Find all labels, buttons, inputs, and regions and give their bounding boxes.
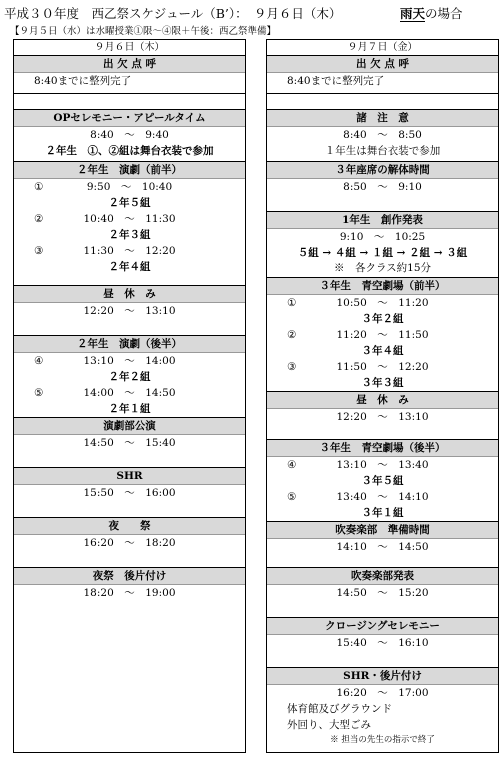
class-name: ２年４組 — [108, 261, 151, 273]
class-name: ２年５組 — [108, 197, 151, 209]
cleanup-location: 体育館及びグラウンド — [287, 703, 392, 715]
section-brass-band-performance — [267, 568, 498, 618]
time-range: 11:50 ～ 12:20 — [336, 361, 429, 373]
section-op-ceremony — [14, 110, 245, 162]
class-name: ２年１組 — [108, 403, 151, 415]
section-title: 演劇部公演 — [14, 418, 245, 435]
time-range: 8:50 ～ 9:10 — [343, 181, 422, 193]
preparation-note: 【９月５日（水）は水曜授業①限～④限＋午後：西乙祭準備】 — [10, 26, 277, 37]
section-text: ２年生 ①、②組は舞台衣装で参加 — [45, 145, 214, 157]
slot-number: ③ — [287, 361, 297, 373]
time-range: 15:40 ～ 16:10 — [336, 637, 429, 649]
section-brass-band-prep — [267, 522, 498, 568]
schedule-column-sep6 — [13, 39, 246, 753]
time-range: 12:20 ～ 13:10 — [336, 411, 429, 423]
section-seat-removal — [267, 162, 498, 212]
rain-emphasis: 雨天 — [400, 6, 426, 21]
class-name: ３年４組 — [361, 345, 404, 357]
section-title: 出 欠 点 呼 — [267, 56, 498, 73]
class-name: ３年５組 — [361, 475, 404, 487]
section-title: 吹奏楽部 準備時間 — [267, 522, 498, 539]
slot-number: ① — [34, 181, 44, 193]
section-title: ３年生 青空劇場（前半） — [267, 278, 498, 295]
class-order: ５組 → ４組 → １組 → ２組 → ３組 — [297, 247, 468, 259]
section-closing-ceremony — [267, 618, 498, 668]
section-title: 昼 休 み — [14, 286, 245, 303]
title-text: 平成３０年度 西乙祭スケジュール（B’）： ９月６日（木） — [4, 6, 342, 21]
class-name: ３年２組 — [361, 313, 404, 325]
class-name: ２年３組 — [108, 229, 151, 241]
rain-label — [400, 4, 463, 22]
class-name: ２年２組 — [108, 371, 151, 383]
time-range: 10:40 ～ 11:30 — [83, 213, 176, 225]
spacer — [267, 94, 498, 110]
time-range: 8:40 ～ 9:40 — [90, 129, 169, 141]
slot-number: ① — [287, 297, 297, 309]
time-range: 11:20 ～ 11:50 — [336, 329, 429, 341]
slot-number: ④ — [34, 355, 44, 367]
section-title: SHR — [14, 468, 245, 485]
time-range: 13:10 ～ 13:40 — [336, 459, 429, 471]
slot-number: ② — [34, 213, 44, 225]
time-range: 14:50 ～ 15:40 — [83, 437, 176, 449]
rain-suffix: の場合 — [425, 6, 463, 21]
time-range: 14:10 ～ 14:50 — [336, 541, 429, 553]
column-date: ９月６日（木） — [14, 40, 245, 56]
page-title — [4, 4, 496, 22]
section-sky-theater-first-half — [267, 278, 498, 392]
section-title: 1年生 創作発表 — [267, 212, 498, 229]
section-title: 夜 祭 — [14, 518, 245, 535]
time-range: 13:10 ～ 14:00 — [83, 355, 176, 367]
section-title: 吹奏楽部発表 — [267, 568, 498, 585]
section-lunch — [14, 286, 245, 336]
spacer — [14, 94, 245, 110]
time-range: 8:40 ～ 8:50 — [343, 129, 422, 141]
time-range: 12:20 ～ 13:10 — [83, 305, 176, 317]
time-range: 14:00 ～ 14:50 — [83, 387, 176, 399]
section-title: OPセレモニー・アピールタイム — [14, 110, 245, 127]
slot-number: ⑤ — [287, 491, 297, 503]
section-shr-cleanup — [267, 668, 498, 750]
section-drama-club — [14, 418, 245, 468]
section-title: 昼 休 み — [267, 392, 498, 409]
section-title: 出 欠 点 呼 — [14, 56, 245, 73]
schedule-column-sep7 — [266, 39, 499, 753]
slot-number: ⑤ — [34, 387, 44, 399]
class-name: ３年３組 — [361, 377, 404, 389]
section-text: 8:40までに整列完了 — [34, 75, 132, 87]
section-title: ３年生 青空劇場（後半） — [267, 440, 498, 457]
time-range: 14:50 ～ 15:20 — [336, 587, 429, 599]
cleanup-location: 外回り、大型ごみ — [287, 719, 371, 731]
class-name: ３年１組 — [361, 507, 404, 519]
column-date: ９月７日（金） — [267, 40, 498, 56]
section-title: ２年生 演劇（後半） — [14, 336, 245, 353]
slot-number: ③ — [34, 245, 44, 257]
time-range: 18:20 ～ 19:00 — [83, 587, 176, 599]
time-range: 10:50 ～ 11:20 — [336, 297, 429, 309]
section-note: ※ 担当の先生の指示で終了 — [330, 735, 435, 745]
section-night-cleanup — [14, 568, 245, 628]
section-title: クロージングセレモニー — [267, 618, 498, 635]
section-text: 8:40までに整列完了 — [287, 75, 385, 87]
time-range: 16:20 ～ 17:00 — [336, 687, 429, 699]
section-roll-call — [267, 56, 498, 94]
section-lunch — [267, 392, 498, 440]
section-drama-first-half — [14, 162, 245, 286]
section-title: SHR・後片付け — [267, 668, 498, 685]
time-range: 9:50 ～ 10:40 — [86, 181, 173, 193]
section-sky-theater-second-half — [267, 440, 498, 522]
section-night-festival — [14, 518, 245, 568]
time-range: 16:20 ～ 18:20 — [83, 537, 176, 549]
section-drama-second-half — [14, 336, 245, 418]
time-range: 11:30 ～ 12:20 — [83, 245, 176, 257]
time-range: 15:50 ～ 16:00 — [83, 487, 176, 499]
section-shr — [14, 468, 245, 518]
section-title: 諸 注 意 — [267, 110, 498, 127]
section-title: 夜祭 後片付け — [14, 568, 245, 585]
slot-number: ② — [287, 329, 297, 341]
time-range: 9:10 ～ 10:25 — [339, 231, 426, 243]
time-range: 13:40 ～ 14:10 — [336, 491, 429, 503]
section-notices — [267, 110, 498, 162]
slot-number: ④ — [287, 459, 297, 471]
section-note: ※ 各クラス約15分 — [333, 262, 432, 274]
section-title: ３年座席の解体時間 — [267, 162, 498, 179]
section-title: ２年生 演劇（前半） — [14, 162, 245, 179]
section-creative-presentation — [267, 212, 498, 278]
section-roll-call — [14, 56, 245, 94]
section-text: １年生は舞台衣装で参加 — [324, 145, 441, 157]
